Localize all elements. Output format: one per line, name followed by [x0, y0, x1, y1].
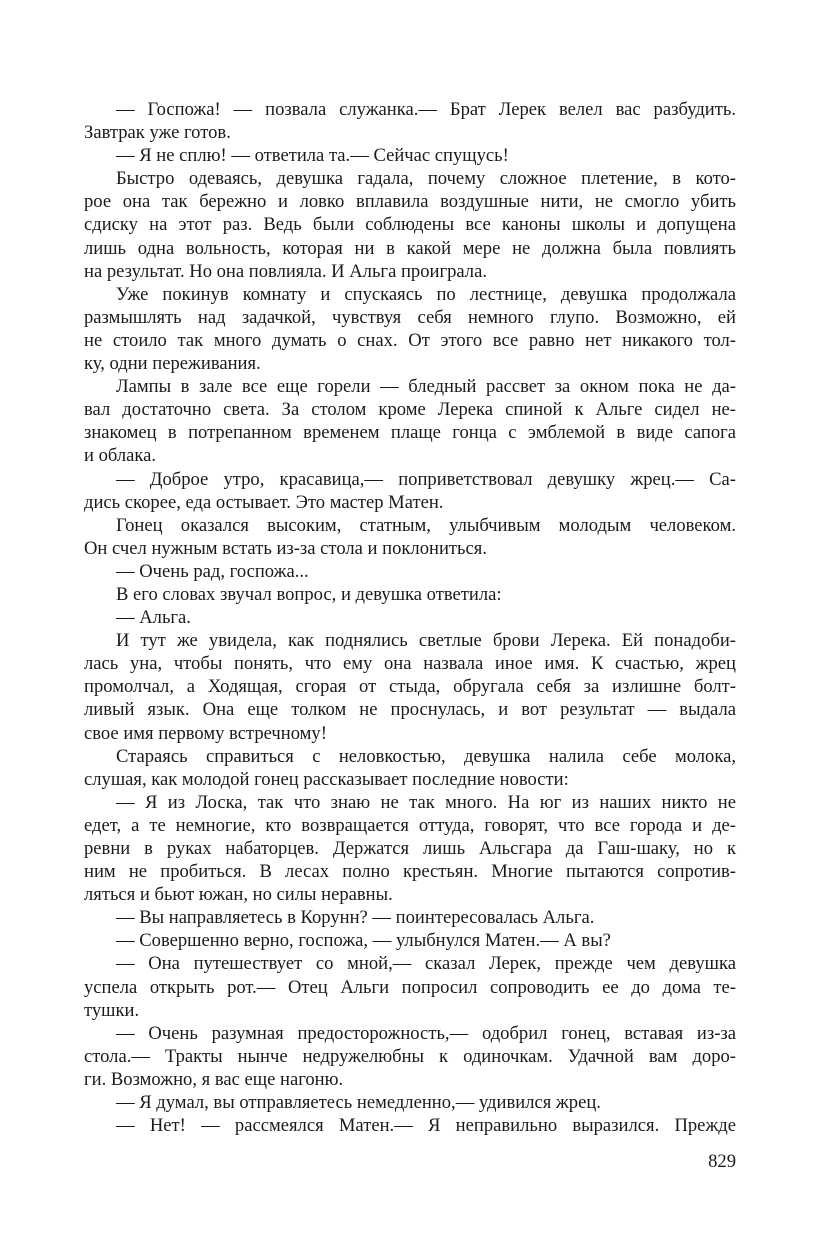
- text-line: — Госпожа! — позвала служанка.— Брат Лерек велел вас разбудить.: [116, 99, 736, 120]
- text-line: — Доброе утро, красавица,— поприветствовал девушку жрец.— Са-: [116, 468, 736, 490]
- text-line: не стоило так много думать о снах. От этого все равно нет никакого тол-: [84, 329, 736, 351]
- page-number: 829: [708, 1151, 736, 1172]
- text-line: — Очень рад, госпожа...: [116, 560, 309, 582]
- text-line: — Вы направляетесь в Корунн? — поинтересовалась Альга.: [116, 907, 595, 929]
- text-line: лась уна, чтобы понять, что ему она назвала иное имя. К счастью, жрец: [84, 653, 736, 675]
- text-line: — Она путешествует со мной,— сказал Лерек, прежде чем девушка: [116, 953, 736, 975]
- text-line: рое она так бережно и ловко вплавила воздушные нити, не смогло убить: [84, 191, 736, 213]
- text-line: знакомец в потрепанном временем плаще гонца с эмблемой в виде сапога: [84, 422, 736, 444]
- text-line: слушая, как молодой гонец рассказывает последние новости:: [84, 768, 569, 790]
- text-line: — Альга.: [116, 607, 191, 629]
- text-line: тушки.: [84, 999, 140, 1021]
- text-line: И тут же увидела, как поднялись светлые брови Лерека. Ей понадоби-: [116, 630, 736, 652]
- text-line: промолчал, а Ходящая, сгорая от стыда, обругала себя за излишне болт-: [84, 676, 736, 698]
- text-line: лишь одна вольность, которая ни в какой мере не должна была повлиять: [84, 237, 736, 259]
- text-line: Уже покинув комнату и спускаясь по лестнице, девушка продолжала: [116, 283, 736, 305]
- text-line: ляться и бьют южан, но силы неравны.: [84, 884, 393, 906]
- text-line: дись скорее, еда остывает. Это мастер Матен.: [84, 491, 444, 513]
- text-line: ливый язык. Она еще толком не проснулась, и вот результат — выдала: [84, 699, 736, 721]
- text-line: вал достаточно света. За столом кроме Лерека спиной к Альге сидел не-: [84, 399, 736, 421]
- text-line: ревни в руках набаторцев. Держатся лишь Альсгара да Гаш-шаку, но к: [84, 838, 736, 859]
- text-line: стола.— Тракты нынче недружелюбны к одиночкам. Удачной вам доро-: [84, 1045, 736, 1067]
- text-line: — Очень разумная предосторожность,— одобрил гонец, вставая из-за: [116, 1022, 736, 1044]
- text-line: сдиску на этот раз. Ведь были соблюдены все каноны школы и допущена: [84, 214, 736, 236]
- text-line: едет, а те немногие, кто возвращается оттуда, говорят, что все города и де-: [84, 814, 736, 836]
- text-line: Завтрак уже готов.: [84, 122, 231, 144]
- text-line: Он счел нужным встать из-за стола и поклониться.: [84, 537, 487, 559]
- text-line: ним не пробиться. В лесах полно крестьян. Многие пытаются сопротив-: [84, 861, 736, 883]
- text-line: Стараясь справиться с неловкостью, девушка налила себе молока,: [116, 745, 736, 767]
- text-line: В его словах звучал вопрос, и девушка ответила:: [116, 583, 502, 605]
- text-line: успела открыть рот.— Отец Альги попросил сопроводить ее до дома те-: [84, 976, 736, 998]
- text-line: размышлять над задачкой, чувствуя себя немного глупо. Возможно, ей: [84, 306, 736, 328]
- text-line: Гонец оказался высоким, статным, улыбчивым молодым человеком.: [116, 514, 736, 536]
- text-line: свое имя первому встречному!: [84, 722, 327, 744]
- text-line: на результат. Но она повлияла. И Альга проиграла.: [84, 260, 487, 282]
- text-line: — Совершенно верно, госпожа, — улыбнулся Матен.— А вы?: [116, 930, 611, 952]
- text-line: — Я не сплю! — ответила та.— Сейчас спущусь!: [116, 145, 509, 167]
- text-line: Лампы в зале все еще горели — бледный рассвет за окном пока не да-: [116, 376, 736, 398]
- text-line: Быстро одеваясь, девушка гадала, почему сложное плетение, в кото-: [116, 168, 736, 190]
- body-text: [84, 98, 736, 1137]
- text-line: ку, одни переживания.: [84, 353, 261, 375]
- text-line: — Нет! — рассмеялся Матен.— Я неправильно выразился. Прежде: [116, 1115, 736, 1137]
- text-line: и облака.: [84, 445, 157, 467]
- text-line: — Я из Лоска, так что знаю не так много. На юг из наших никто не: [116, 791, 736, 813]
- text-line: — Я думал, вы отправляетесь немедленно,— удивился жрец.: [116, 1092, 601, 1114]
- text-line: ги. Возможно, я вас еще нагоню.: [84, 1068, 344, 1090]
